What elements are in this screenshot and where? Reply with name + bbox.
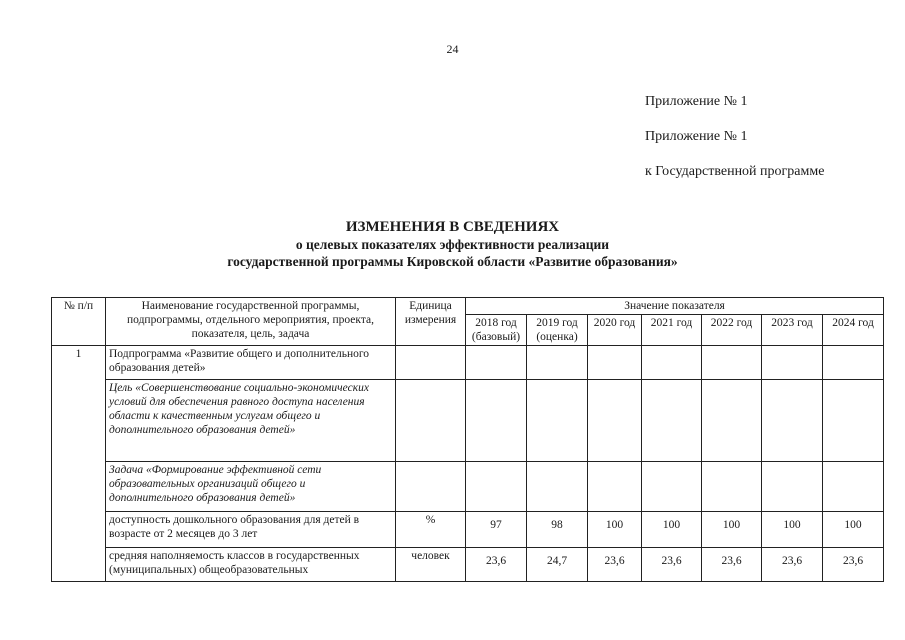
row-value: 23,6	[466, 548, 527, 582]
row-value: 23,6	[588, 548, 642, 582]
row-value	[642, 346, 702, 380]
title-line-3: государственной программы Кировской области «Развитие образования»	[227, 254, 678, 269]
row-value: 100	[642, 512, 702, 548]
row-value: 23,6	[642, 548, 702, 582]
row-value	[762, 346, 823, 380]
header-name: Наименование государственной программы, подпрограммы, отдельного мероприятия, проекта, показателя, цель, задача	[106, 298, 396, 346]
appendix-line-1: Приложение № 1	[645, 94, 748, 109]
row-unit	[396, 380, 466, 462]
header-value-group: Значение показателя	[466, 298, 884, 315]
table-row	[52, 512, 884, 548]
row-value	[642, 380, 702, 462]
table-row	[52, 548, 884, 582]
row-unit: %	[396, 512, 466, 548]
header-year: 2024 год	[823, 315, 884, 346]
row-value: 23,6	[762, 548, 823, 582]
row-value: 23,6	[823, 548, 884, 582]
table-row	[52, 380, 884, 462]
title-main: ИЗМЕНЕНИЯ В СВЕДЕНИЯХ	[345, 219, 560, 235]
row-name: средняя наполняемость классов в государственных (муниципальных) общеобразовательных	[106, 548, 396, 582]
table-header-row-1	[52, 298, 884, 315]
row-value: 100	[762, 512, 823, 548]
header-year: 2020 год	[588, 315, 642, 346]
header-unit: Единица измерения	[396, 298, 466, 346]
table-row	[52, 346, 884, 380]
indicators-table	[51, 297, 884, 582]
header-year: 2018 год (базовый)	[466, 315, 527, 346]
row-value: 100	[823, 512, 884, 548]
page-number: 24	[446, 42, 459, 56]
row-value	[823, 380, 884, 462]
row-name: Задача «Формирование эффективной сети образовательных организаций общего и дополнительного образования детей»	[106, 462, 396, 512]
row-value	[762, 380, 823, 462]
row-value: 100	[702, 512, 762, 548]
row-value: 23,6	[702, 548, 762, 582]
row-value: 97	[466, 512, 527, 548]
row-value	[702, 346, 762, 380]
row-num	[52, 380, 106, 462]
row-name: Подпрограмма «Развитие общего и дополнительного образования детей»	[106, 346, 396, 380]
row-value	[466, 462, 527, 512]
row-value	[527, 462, 588, 512]
row-value	[588, 380, 642, 462]
row-num	[52, 512, 106, 548]
row-value	[823, 462, 884, 512]
row-num	[52, 462, 106, 512]
row-name: Цель «Совершенствование социально-экономических условий для обеспечения равного доступа населения области к качественным услугам общего и дополнительного образования детей»	[106, 380, 396, 462]
document-title	[0, 218, 905, 270]
header-year: 2023 год	[762, 315, 823, 346]
row-value	[466, 346, 527, 380]
header-year: 2021 год	[642, 315, 702, 346]
row-value	[702, 462, 762, 512]
row-value: 98	[527, 512, 588, 548]
row-num	[52, 548, 106, 582]
row-value	[527, 380, 588, 462]
row-value	[588, 346, 642, 380]
row-value	[762, 462, 823, 512]
header-num: № п/п	[52, 298, 106, 346]
row-value	[588, 462, 642, 512]
row-value	[642, 462, 702, 512]
title-line-2: о целевых показателях эффективности реализации	[295, 237, 610, 252]
row-name: доступность дошкольного образования для детей в возрасте от 2 месяцев до 3 лет	[106, 512, 396, 548]
appendix-line-3: к Государственной программе	[645, 164, 825, 179]
row-unit	[396, 346, 466, 380]
row-value	[527, 346, 588, 380]
header-year: 2022 год	[702, 315, 762, 346]
row-value: 24,7	[527, 548, 588, 582]
table-row	[52, 462, 884, 512]
row-value: 100	[588, 512, 642, 548]
row-unit: человек	[396, 548, 466, 582]
appendix-line-2: Приложение № 1	[645, 129, 748, 144]
header-year: 2019 год (оценка)	[527, 315, 588, 346]
row-value	[702, 380, 762, 462]
row-unit	[396, 462, 466, 512]
row-value	[823, 346, 884, 380]
row-num: 1	[52, 346, 106, 380]
row-value	[466, 380, 527, 462]
